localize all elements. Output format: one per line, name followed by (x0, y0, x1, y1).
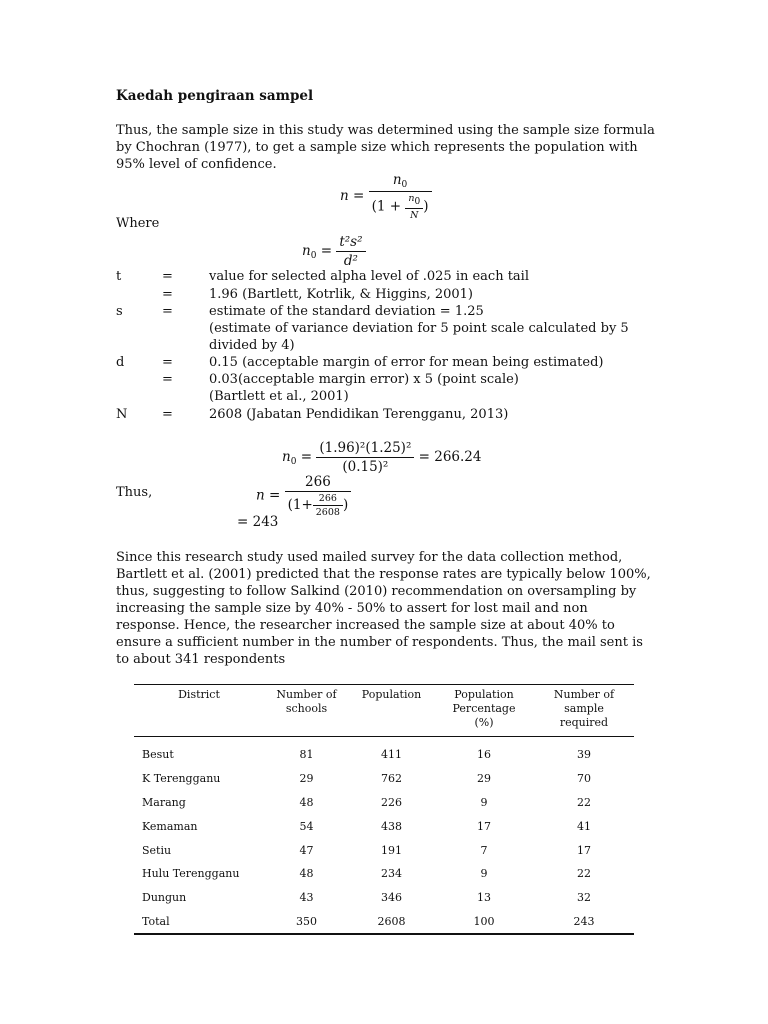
district-cell: Dungun (142, 891, 187, 905)
def-text: 0.15 (acceptable margin of error for mean being estimated) (209, 355, 604, 370)
table-cell: 350 (296, 914, 317, 928)
table-cell: 32 (577, 891, 591, 905)
def-equals: = (162, 355, 173, 370)
district-cell: K Terengganu (142, 772, 221, 786)
table-row (134, 838, 634, 862)
table-row (134, 791, 634, 815)
col-header: Population (361, 688, 422, 701)
table-cell: 234 (381, 867, 402, 881)
table-header-row (134, 685, 634, 737)
table-cell: 22 (577, 867, 591, 881)
def-text: 1.96 (Bartlett, Kotrlik, & Higgins, 2001) (209, 287, 474, 302)
def-equals: = (162, 372, 173, 387)
body-line: Since this research study used mailed survey for the data collection method, (116, 550, 623, 565)
body-line: thus, suggesting to follow Salkind (2010) recommendation on oversampling by (116, 584, 637, 599)
body-line: Bartlett et al. (2001) predicted that the response rates are typically below 100%, (116, 567, 651, 582)
district-cell: Setiu (142, 843, 172, 857)
table-cell: 411 (381, 748, 402, 762)
col-header: Number of sample required (553, 688, 615, 729)
table-cell: 243 (573, 914, 595, 928)
def-equals: = (162, 304, 173, 319)
table-row (134, 737, 634, 767)
district-cell: Marang (142, 795, 186, 809)
table-cell: 100 (473, 914, 495, 928)
def-text: divided by 4) (209, 338, 295, 353)
def-equals: = (162, 287, 173, 302)
sample-table (134, 684, 634, 935)
def-text: (Bartlett et al., 2001) (209, 389, 349, 404)
intro-line: by Chochran (1977), to get a sample size which represents the population with (116, 140, 638, 155)
table-cell: 9 (480, 867, 488, 881)
table-cell: 43 (299, 891, 314, 905)
district-cell: Besut (142, 748, 174, 762)
col-header: Number of schools (276, 688, 337, 715)
table-cell: 191 (381, 843, 402, 857)
col-header: District (178, 688, 220, 701)
section-title: Kaedah pengiraan sampel (116, 88, 314, 104)
def-text: 0.03(acceptable margin error) x 5 (point scale) (209, 372, 519, 387)
body-line: to about 341 respondents (116, 652, 286, 667)
table-cell: 81 (299, 748, 314, 762)
where-label: Where (116, 216, 160, 231)
def-symbol: d (116, 355, 125, 370)
def-symbol: t (116, 269, 122, 284)
body-line: response. Hence, the researcher increased the sample size at about 40% to (116, 618, 615, 633)
table-cell: 16 (477, 748, 491, 762)
table-row (134, 862, 634, 886)
col-header: Population Percentage (%) (452, 688, 516, 729)
table-cell: 70 (577, 772, 591, 786)
table-cell: 17 (477, 819, 491, 833)
def-symbol: s (116, 304, 123, 319)
table-cell: 48 (299, 795, 314, 809)
table-cell: 226 (381, 795, 402, 809)
table-cell: 762 (381, 772, 402, 786)
table-cell: 48 (299, 867, 314, 881)
table-row (134, 814, 634, 838)
table-cell: 2608 (377, 914, 406, 928)
def-symbol: N (116, 407, 128, 422)
def-text: value for selected alpha level of .025 in each tail (209, 269, 529, 284)
table-cell: 29 (299, 772, 314, 786)
def-text: (estimate of variance deviation for 5 point scale calculated by 5 (209, 321, 629, 336)
table-cell: 41 (577, 819, 591, 833)
table-cell: 39 (577, 748, 591, 762)
table-cell: 7 (480, 843, 488, 857)
def-text: estimate of the standard deviation = 1.25 (209, 304, 484, 319)
district-cell: Total (142, 914, 170, 928)
def-text: 2608 (Jabatan Pendidikan Terengganu, 2013) (209, 407, 509, 422)
table-cell: 17 (577, 843, 591, 857)
calc-n0: $n_0$ = $\frac{\text{(1.96)²(1.25)²}}{\text{(0.15)²}}$ = 266.24 (282, 440, 482, 475)
table-cell: 346 (381, 891, 402, 905)
def-equals: = (162, 407, 173, 422)
def-equals: = (162, 269, 173, 284)
calc-n: n = 266 (1+ $\frac{266}{2608}$ ) (256, 474, 351, 518)
table-cell: 438 (381, 819, 402, 833)
district-cell: Kemaman (142, 819, 198, 833)
table-row (134, 767, 634, 791)
table-cell: 29 (477, 772, 491, 786)
table-row (134, 886, 634, 910)
intro-line: 95% level of confidence. (116, 157, 277, 172)
formula-cochran: n = $n_0$ (1 + $\frac{n0}{N}$ ) (340, 172, 432, 221)
body-line: ensure a sufficient number in the number of respondents. Thus, the mail sent is (116, 635, 643, 650)
table-cell: 47 (299, 843, 314, 857)
formula-n0: $n_0$ = $\frac{\text{t²s²}}{\text{d²}}$ (302, 234, 366, 269)
table-cell: 13 (477, 891, 491, 905)
calc-result: = 243 (237, 514, 279, 530)
thus-label: Thus, (116, 485, 153, 500)
table-row (134, 910, 634, 935)
district-cell: Hulu Terengganu (142, 867, 240, 881)
intro-line: Thus, the sample size in this study was determined using the sample size formula (116, 123, 655, 138)
table-cell: 9 (480, 795, 488, 809)
table-cell: 54 (299, 819, 314, 833)
body-line: increasing the sample size by 40% - 50% to assert for lost mail and non (116, 601, 588, 616)
table-cell: 22 (577, 795, 591, 809)
